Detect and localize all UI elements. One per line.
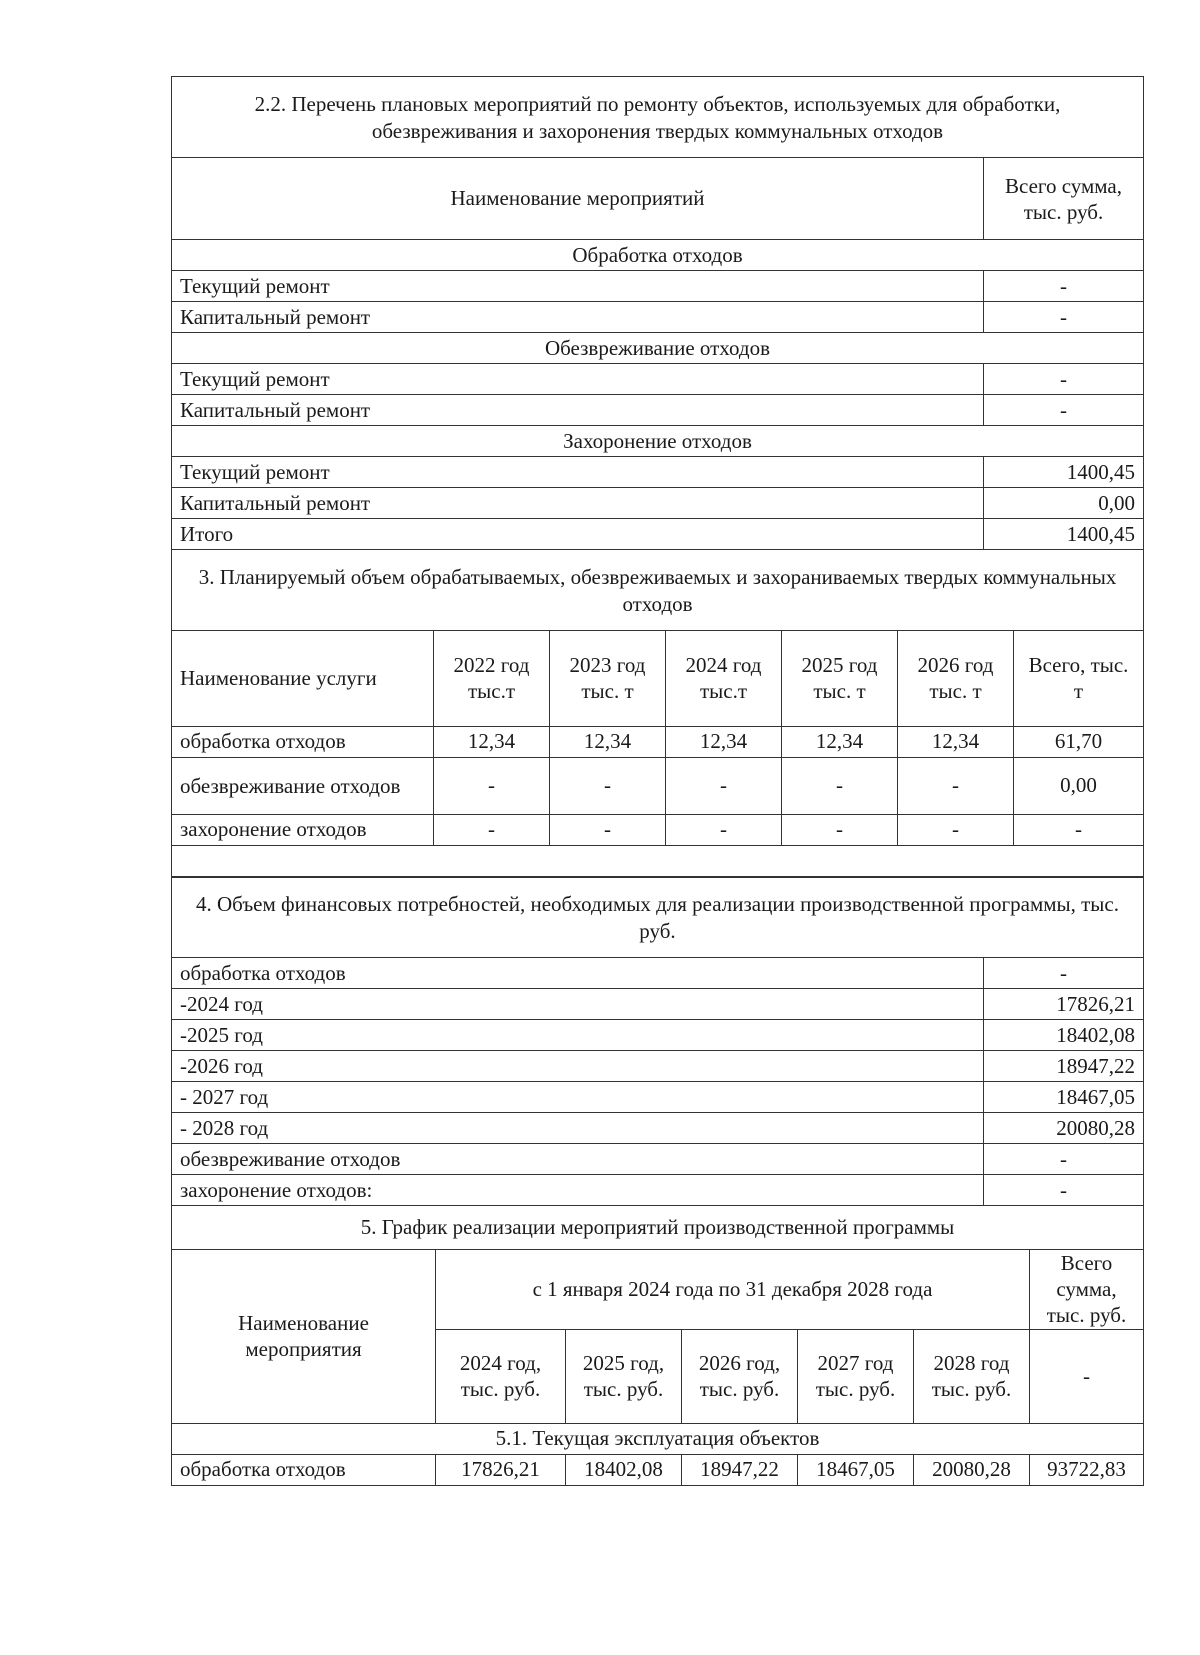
row-value: 1400,45 [984, 519, 1144, 550]
row-name: Капитальный ремонт [172, 302, 984, 333]
table-row [172, 1175, 1144, 1206]
section-3-title: 3. Планируемый объем обрабатываемых, обезвреживаемых и захораниваемых твердых коммунальных отходов [172, 549, 1144, 630]
table-header-row [172, 630, 1144, 726]
group-header: Обезвреживание отходов [172, 333, 1144, 364]
planned-volume-table [171, 549, 1144, 878]
row-value: 1400,45 [984, 457, 1144, 488]
table-row [172, 271, 1144, 302]
table-row [172, 814, 1144, 845]
spacer-row [172, 845, 1144, 877]
row-name: Капитальный ремонт [172, 395, 984, 426]
table-row [172, 1082, 1144, 1113]
period-header: с 1 января 2024 года по 31 декабря 2028 года [436, 1249, 1030, 1329]
schedule-table [171, 1205, 1144, 1486]
row-name: - 2028 год [172, 1113, 984, 1144]
table-row [172, 1020, 1144, 1051]
row-value: - [984, 395, 1144, 426]
row-value: 20080,28 [984, 1113, 1144, 1144]
table-row [172, 1113, 1144, 1144]
cell: - [434, 814, 550, 845]
year-header: 2025 год, тыс. руб. [566, 1329, 682, 1423]
cell: 12,34 [898, 726, 1014, 757]
cell: 12,34 [666, 726, 782, 757]
header-cell: 2025 год тыс. т [782, 630, 898, 726]
table-row [172, 1144, 1144, 1175]
year-header: 2027 год тыс. руб. [798, 1329, 914, 1423]
section-2-2-title: 2.2. Перечень плановых мероприятий по ремонту объектов, используемых для обработки, обезвреживания и захоронения твердых коммунальных отходов [172, 77, 1144, 158]
cell: - [898, 757, 1014, 814]
row-value: - [984, 1144, 1144, 1175]
cell: - [434, 757, 550, 814]
row-name: обезвреживание отходов [172, 757, 434, 814]
table-row [172, 1051, 1144, 1082]
table-row [172, 1454, 1144, 1485]
row-value: 18402,08 [984, 1020, 1144, 1051]
cell: 12,34 [782, 726, 898, 757]
header-cell: Наименование услуги [172, 630, 434, 726]
year-header: 2024 год, тыс. руб. [436, 1329, 566, 1423]
year-header: 2028 год тыс. руб. [914, 1329, 1030, 1423]
table-row [172, 989, 1144, 1020]
cell: 18947,22 [682, 1454, 798, 1485]
row-value: 17826,21 [984, 989, 1144, 1020]
row-name: - 2027 год [172, 1082, 984, 1113]
header-cell: 2024 год тыс.т [666, 630, 782, 726]
row-name: обработка отходов [172, 726, 434, 757]
header-cell: 2026 год тыс. т [898, 630, 1014, 726]
row-name: Текущий ремонт [172, 457, 984, 488]
cell: - [898, 814, 1014, 845]
row-value: - [984, 1175, 1144, 1206]
row-value: 18947,22 [984, 1051, 1144, 1082]
table-row [172, 519, 1144, 550]
col-header-name: Наименование мероприятия [172, 1249, 436, 1423]
section-5-title: 5. График реализации мероприятий производственной программы [172, 1205, 1144, 1249]
cell: 12,34 [434, 726, 550, 757]
cell: - [666, 757, 782, 814]
row-name: -2025 год [172, 1020, 984, 1051]
table-row [172, 726, 1144, 757]
cell: 61,70 [1014, 726, 1144, 757]
col-header-total: Всего сумма, тыс. руб. [984, 158, 1144, 240]
cell: - [550, 757, 666, 814]
col-header-total: Всего сумма, тыс. руб. [1030, 1249, 1144, 1329]
cell: - [782, 757, 898, 814]
cell: 18467,05 [798, 1454, 914, 1485]
row-name: -2026 год [172, 1051, 984, 1082]
cell: 18402,08 [566, 1454, 682, 1485]
row-name: захоронение отходов [172, 814, 434, 845]
row-value: - [984, 271, 1144, 302]
row-name: Текущий ремонт [172, 364, 984, 395]
financial-needs-table [171, 876, 1144, 1206]
table-row [172, 364, 1144, 395]
col-header-name: Наименование мероприятий [172, 158, 984, 240]
group-header: Захоронение отходов [172, 426, 1144, 457]
header-cell: Всего, тыс. т [1014, 630, 1144, 726]
subsection-header: 5.1. Текущая эксплуатация объектов [172, 1423, 1144, 1454]
document-page [171, 76, 1143, 1486]
total-subheader: - [1030, 1329, 1144, 1423]
row-name: -2024 год [172, 989, 984, 1020]
cell: 17826,21 [436, 1454, 566, 1485]
cell: - [782, 814, 898, 845]
row-name: Капитальный ремонт [172, 488, 984, 519]
table-row [172, 757, 1144, 814]
cell: - [550, 814, 666, 845]
table-row [172, 457, 1144, 488]
group-header: Обработка отходов [172, 240, 1144, 271]
row-name: обезвреживание отходов [172, 1144, 984, 1175]
repair-plan-table [171, 76, 1144, 550]
cell: 20080,28 [914, 1454, 1030, 1485]
row-value: 0,00 [984, 488, 1144, 519]
table-row [172, 488, 1144, 519]
row-value: 18467,05 [984, 1082, 1144, 1113]
cell: 0,00 [1014, 757, 1144, 814]
row-name: Текущий ремонт [172, 271, 984, 302]
table-row [172, 958, 1144, 989]
header-cell: 2022 год тыс.т [434, 630, 550, 726]
cell: - [1014, 814, 1144, 845]
row-value: - [984, 958, 1144, 989]
table-row [172, 395, 1144, 426]
row-value: - [984, 364, 1144, 395]
header-cell: 2023 год тыс. т [550, 630, 666, 726]
cell: 93722,83 [1030, 1454, 1144, 1485]
row-name: обработка отходов [172, 958, 984, 989]
table-row [172, 302, 1144, 333]
row-value: - [984, 302, 1144, 333]
section-4-title: 4. Объем финансовых потребностей, необходимых для реализации производственной программы, тыс. руб. [172, 877, 1144, 958]
cell: 12,34 [550, 726, 666, 757]
cell: - [666, 814, 782, 845]
row-name: обработка отходов [172, 1454, 436, 1485]
row-name: Итого [172, 519, 984, 550]
row-name: захоронение отходов: [172, 1175, 984, 1206]
year-header: 2026 год, тыс. руб. [682, 1329, 798, 1423]
